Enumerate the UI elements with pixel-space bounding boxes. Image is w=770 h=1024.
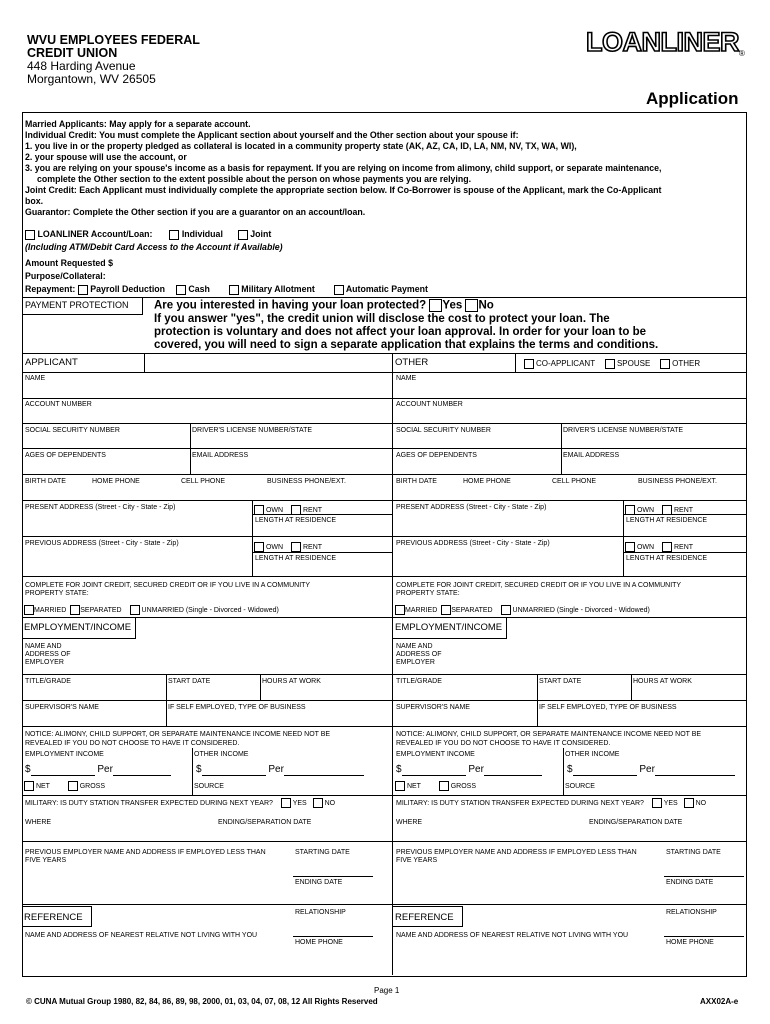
protection-question: Are you interested in having your loan protected?: [154, 299, 427, 312]
supervisor-label: SUPERVISOR'S NAME: [25, 704, 99, 711]
title-grade-label: TITLE/GRADE: [25, 678, 71, 685]
title-grade-label: TITLE/GRADE: [396, 678, 442, 685]
source-label: SOURCE: [194, 783, 224, 790]
yes-label: YES: [292, 799, 307, 807]
reference-header: REFERENCE: [22, 906, 92, 927]
drivers-license-label: DRIVER'S LICENSE NUMBER/STATE: [563, 427, 684, 434]
loanliner-label: LOANLINER Account/Loan:: [37, 229, 153, 239]
own-label: OWN: [636, 543, 655, 551]
email-label: EMAIL ADDRESS: [563, 452, 620, 459]
previous-employer-label-line1: PREVIOUS EMPLOYER NAME AND ADDRESS IF EMPLOYED LESS THAN: [25, 849, 266, 856]
employment-income-row: [396, 764, 542, 776]
nearest-relative-label: NAME AND ADDRESS OF NEAREST RELATIVE NOT LIVING WITH YOU: [396, 932, 629, 939]
per-label: Per: [97, 764, 113, 775]
other-income-period[interactable]: [284, 764, 364, 776]
married-checkbox[interactable]: [24, 605, 34, 615]
employer-label-line1: NAME AND: [396, 643, 433, 650]
cash-label: Cash: [188, 284, 210, 294]
account-number-label: ACCOUNT NUMBER: [25, 401, 92, 408]
previous-employer-label-line1: PREVIOUS EMPLOYER NAME AND ADDRESS IF EMPLOYED LESS THAN: [396, 849, 637, 856]
previous-employer-label-line2: FIVE YEARS: [25, 857, 67, 864]
military-row: [25, 798, 335, 808]
hours-label: HOURS AT WORK: [633, 678, 692, 685]
married-label: MARRIED: [405, 606, 438, 614]
per-label: Per: [639, 764, 655, 775]
cell-phone-label: CELL PHONE: [181, 478, 226, 485]
military-yes-checkbox[interactable]: [652, 798, 662, 808]
net-label: NET: [406, 782, 421, 790]
other-income-amount[interactable]: [573, 764, 637, 776]
home-phone-label: HOME PHONE: [463, 478, 511, 485]
previous-own-rent: [625, 542, 693, 552]
drivers-license-label: DRIVER'S LICENSE NUMBER/STATE: [192, 427, 313, 434]
unmarried-checkbox[interactable]: [130, 605, 140, 615]
military-question: MILITARY: IS DUTY STATION TRANSFER EXPECTED DURING NEXT YEAR?: [25, 799, 273, 807]
separated-label: SEPARATED: [451, 606, 493, 614]
ssn-label: SOCIAL SECURITY NUMBER: [25, 427, 120, 434]
gross-checkbox[interactable]: [68, 781, 78, 791]
co-applicant-label: CO-APPLICANT: [535, 358, 596, 368]
present-address-label: PRESENT ADDRESS (Street - City - State - Zip): [396, 504, 547, 511]
instruction-line: 3. you are relying on your spouse's income as a basis for repayment. If you are relying on income from alimony, child support, or separate maintenance,: [25, 163, 662, 173]
protection-yes-label: Yes: [442, 299, 463, 312]
dollar-sign: $: [396, 764, 402, 775]
individual-label: Individual: [181, 229, 223, 239]
previous-address-label: PREVIOUS ADDRESS (Street - City - State - Zip): [396, 540, 550, 547]
employer-label-line3: EMPLOYER: [396, 659, 435, 666]
relationship-label: RELATIONSHIP: [295, 909, 346, 916]
employer-label-line2: ADDRESS OF: [25, 651, 71, 658]
protection-line: covered, you will need to sign a separate application that explains the terms and conditions.: [154, 338, 659, 351]
protection-line: protection is voluntary and does not affect your loan approval. In order for your loan to be: [154, 325, 647, 338]
employment-income-period[interactable]: [484, 764, 542, 776]
net-label: NET: [35, 782, 50, 790]
form-code: AXX02A-e: [700, 997, 739, 1006]
page-number: Page 1: [374, 986, 400, 995]
net-gross-row: [395, 781, 476, 791]
purpose-collateral-label: Purpose/Collateral:: [25, 271, 106, 281]
no-label: NO: [695, 799, 707, 807]
previous-address-label: PREVIOUS ADDRESS (Street - City - State - Zip): [25, 540, 179, 547]
present-address-label: PRESENT ADDRESS (Street - City - State - Zip): [25, 504, 176, 511]
dollar-sign: $: [25, 764, 31, 775]
notice-line2: REVEALED IF YOU DO NOT CHOOSE TO HAVE IT CONSIDERED.: [396, 740, 611, 747]
own-label: OWN: [636, 506, 655, 514]
relationship-label: RELATIONSHIP: [666, 909, 717, 916]
dollar-sign: $: [567, 764, 573, 775]
applicant-header: APPLICANT: [22, 353, 145, 372]
employer-label-line2: ADDRESS OF: [396, 651, 442, 658]
ending-date-label: ENDING DATE: [666, 879, 714, 886]
name-input[interactable]: [25, 384, 385, 398]
employment-income-amount[interactable]: [31, 764, 95, 776]
org-address-street: 448 Harding Avenue: [27, 59, 136, 73]
other-income-label: OTHER INCOME: [194, 751, 249, 758]
home-phone-label: HOME PHONE: [295, 939, 343, 946]
employment-income-label: EMPLOYMENT INCOME: [396, 751, 475, 758]
employer-label-line3: EMPLOYER: [25, 659, 64, 666]
military-yes-checkbox[interactable]: [281, 798, 291, 808]
other-income-period[interactable]: [655, 764, 735, 776]
military-allotment-label: Military Allotment: [241, 284, 315, 294]
joint-credit-note-line2: PROPERTY STATE:: [25, 590, 89, 597]
net-checkbox[interactable]: [395, 781, 405, 791]
no-label: NO: [324, 799, 336, 807]
joint-credit-note-line2: PROPERTY STATE:: [396, 590, 460, 597]
name-input[interactable]: [396, 384, 756, 398]
unmarried-label: UNMARRIED (Single - Divorced - Widowed): [512, 606, 650, 614]
joint-label: Joint: [250, 229, 272, 239]
instruction-line: Individual Credit: You must complete the Applicant section about yourself and the Other section about your spouse if:: [25, 130, 519, 140]
yes-label: YES: [663, 799, 678, 807]
automatic-payment-label: Automatic Payment: [345, 284, 428, 294]
instruction-line: Joint Credit: Each Applicant must individually complete the appropriate section below. If Co-Borrower is spouse of the Applicant, mark the Co-Applicant: [25, 185, 662, 195]
birth-date-label: BIRTH DATE: [25, 478, 66, 485]
other-header: OTHER: [395, 357, 429, 368]
home-phone-label: HOME PHONE: [666, 939, 714, 946]
own-label: OWN: [265, 506, 284, 514]
military-row: [396, 798, 706, 808]
loanliner-logo-text: LOANLINER: [586, 27, 739, 57]
account-number-input[interactable]: [25, 410, 385, 423]
birth-date-label: BIRTH DATE: [396, 478, 437, 485]
org-address-city: Morgantown, WV 26505: [27, 72, 156, 86]
ssn-label: SOCIAL SECURITY NUMBER: [396, 427, 491, 434]
email-label: EMAIL ADDRESS: [192, 452, 249, 459]
present-length-label: LENGTH AT RESIDENCE: [255, 517, 337, 524]
where-label: WHERE: [25, 819, 52, 826]
marital-status-row: [24, 605, 279, 615]
previous-rent-checkbox[interactable]: [291, 542, 301, 552]
other-income-row: [196, 764, 364, 776]
starting-date-label: STARTING DATE: [295, 849, 350, 856]
military-no-checkbox[interactable]: [313, 798, 323, 808]
separated-label: SEPARATED: [80, 606, 122, 614]
previous-rent-checkbox[interactable]: [662, 542, 672, 552]
employment-income-amount[interactable]: [402, 764, 466, 776]
ages-dependents-label: AGES OF DEPENDENTS: [396, 452, 477, 459]
instruction-line: 1. you live in or the property pledged as collateral is located in a community property state (AK, AZ, CA, ID, LA, NM, NV, TX, WA, WI),: [25, 141, 577, 151]
notice-line1: NOTICE: ALIMONY, CHILD SUPPORT, OR SEPARATE MAINTENANCE INCOME NEED NOT BE: [25, 731, 331, 738]
amount-requested-label: Amount Requested $: [25, 258, 113, 268]
notice-line2: REVEALED IF YOU DO NOT CHOOSE TO HAVE IT CONSIDERED.: [25, 740, 240, 747]
employment-income-row: [25, 764, 171, 776]
dollar-sign: $: [196, 764, 202, 775]
nearest-relative-label: NAME AND ADDRESS OF NEAREST RELATIVE NOT LIVING WITH YOU: [25, 932, 258, 939]
name-label: NAME: [396, 375, 417, 382]
employment-header: EMPLOYMENT/INCOME: [22, 617, 136, 639]
self-employed-label: IF SELF EMPLOYED, TYPE OF BUSINESS: [168, 704, 306, 711]
home-phone-label: HOME PHONE: [92, 478, 140, 485]
repayment-label: Repayment:: [25, 284, 76, 294]
per-label: Per: [268, 764, 284, 775]
self-employed-label: IF SELF EMPLOYED, TYPE OF BUSINESS: [539, 704, 677, 711]
employment-income-period[interactable]: [113, 764, 171, 776]
gross-checkbox[interactable]: [439, 781, 449, 791]
protection-no-label: No: [478, 299, 494, 312]
rent-label: RENT: [673, 506, 694, 514]
other-label: OTHER: [672, 358, 701, 368]
other-income-row: [567, 764, 735, 776]
hours-label: HOURS AT WORK: [262, 678, 321, 685]
payment-protection-label: PAYMENT PROTECTION: [22, 297, 143, 315]
business-phone-label: BUSINESS PHONE/EXT.: [638, 478, 717, 485]
other-section: [393, 0, 747, 1024]
married-checkbox[interactable]: [395, 605, 405, 615]
page-title: Application: [646, 89, 739, 108]
org-name-line2: CREDIT UNION: [27, 46, 118, 60]
rent-label: RENT: [302, 543, 323, 551]
employment-income-label: EMPLOYMENT INCOME: [25, 751, 104, 758]
per-label: Per: [468, 764, 484, 775]
instruction-line: Married Applicants: May apply for a separate account.: [25, 119, 251, 129]
joint-credit-note-line1: COMPLETE FOR JOINT CREDIT, SECURED CREDIT OR IF YOU LIVE IN A COMMUNITY: [396, 582, 682, 589]
unmarried-label: UNMARRIED (Single - Divorced - Widowed): [141, 606, 279, 614]
previous-own-checkbox[interactable]: [625, 542, 635, 552]
protection-line: If you answer "yes", the credit union will disclose the cost to protect your loan. The: [154, 312, 610, 325]
net-checkbox[interactable]: [24, 781, 34, 791]
previous-own-rent: [254, 542, 322, 552]
notice-line1: NOTICE: ALIMONY, CHILD SUPPORT, OR SEPARATE MAINTENANCE INCOME NEED NOT BE: [396, 731, 702, 738]
name-label: NAME: [25, 375, 46, 382]
ending-date-label: ENDING DATE: [295, 879, 343, 886]
separated-checkbox[interactable]: [70, 605, 80, 615]
joint-credit-note-line1: COMPLETE FOR JOINT CREDIT, SECURED CREDIT OR IF YOU LIVE IN A COMMUNITY: [25, 582, 311, 589]
previous-own-checkbox[interactable]: [254, 542, 264, 552]
military-question: MILITARY: IS DUTY STATION TRANSFER EXPECTED DURING NEXT YEAR?: [396, 799, 644, 807]
where-label: WHERE: [396, 819, 423, 826]
start-date-label: START DATE: [539, 678, 582, 685]
payroll-label: Payroll Deduction: [90, 284, 166, 294]
start-date-label: START DATE: [168, 678, 211, 685]
military-no-checkbox[interactable]: [684, 798, 694, 808]
ages-dependents-label: AGES OF DEPENDENTS: [25, 452, 106, 459]
instruction-line: box.: [25, 196, 44, 206]
instruction-line: 2. your spouse will use the account, or: [25, 152, 187, 162]
org-name-line1: WVU EMPLOYEES FEDERAL: [27, 33, 200, 47]
reference-header: REFERENCE: [393, 906, 463, 927]
account-number-label: ACCOUNT NUMBER: [396, 401, 463, 408]
atm-note: (Including ATM/Debit Card Access to the Account if Available): [25, 242, 283, 252]
net-gross-row: [24, 781, 105, 791]
registered-mark: ®: [739, 49, 745, 58]
other-income-amount[interactable]: [202, 764, 266, 776]
previous-length-label: LENGTH AT RESIDENCE: [255, 555, 337, 562]
present-length-label: LENGTH AT RESIDENCE: [626, 517, 708, 524]
account-number-input[interactable]: [396, 410, 756, 423]
married-label: MARRIED: [34, 606, 67, 614]
previous-length-label: LENGTH AT RESIDENCE: [626, 555, 708, 562]
marital-status-row: [395, 605, 650, 615]
supervisor-label: SUPERVISOR'S NAME: [396, 704, 470, 711]
employment-header: EMPLOYMENT/INCOME: [393, 617, 507, 639]
ending-separation-label: ENDING/SEPARATION DATE: [589, 819, 683, 826]
instruction-line: complete the Other section to the extent possible about the person on whose payments you are relying.: [37, 174, 472, 184]
instruction-line: Guarantor: Complete the Other section if you are a guarantor on an account/loan.: [25, 207, 366, 217]
cell-phone-label: CELL PHONE: [552, 478, 597, 485]
employer-label-line1: NAME AND: [25, 643, 62, 650]
spouse-label: SPOUSE: [616, 358, 651, 368]
separated-checkbox[interactable]: [441, 605, 451, 615]
business-phone-label: BUSINESS PHONE/EXT.: [267, 478, 346, 485]
starting-date-label: STARTING DATE: [666, 849, 721, 856]
applicant-section: [22, 0, 392, 1024]
own-label: OWN: [265, 543, 284, 551]
previous-employer-label-line2: FIVE YEARS: [396, 857, 438, 864]
copyright: © CUNA Mutual Group 1980, 82, 84, 86, 89, 98, 2000, 01, 03, 04, 07, 08, 12 All Rights Reserved: [26, 997, 378, 1006]
unmarried-checkbox[interactable]: [501, 605, 511, 615]
ending-separation-label: ENDING/SEPARATION DATE: [218, 819, 312, 826]
source-label: SOURCE: [565, 783, 595, 790]
gross-label: GROSS: [79, 782, 106, 790]
rent-label: RENT: [673, 543, 694, 551]
gross-label: GROSS: [450, 782, 477, 790]
other-income-label: OTHER INCOME: [565, 751, 620, 758]
rent-label: RENT: [302, 506, 323, 514]
